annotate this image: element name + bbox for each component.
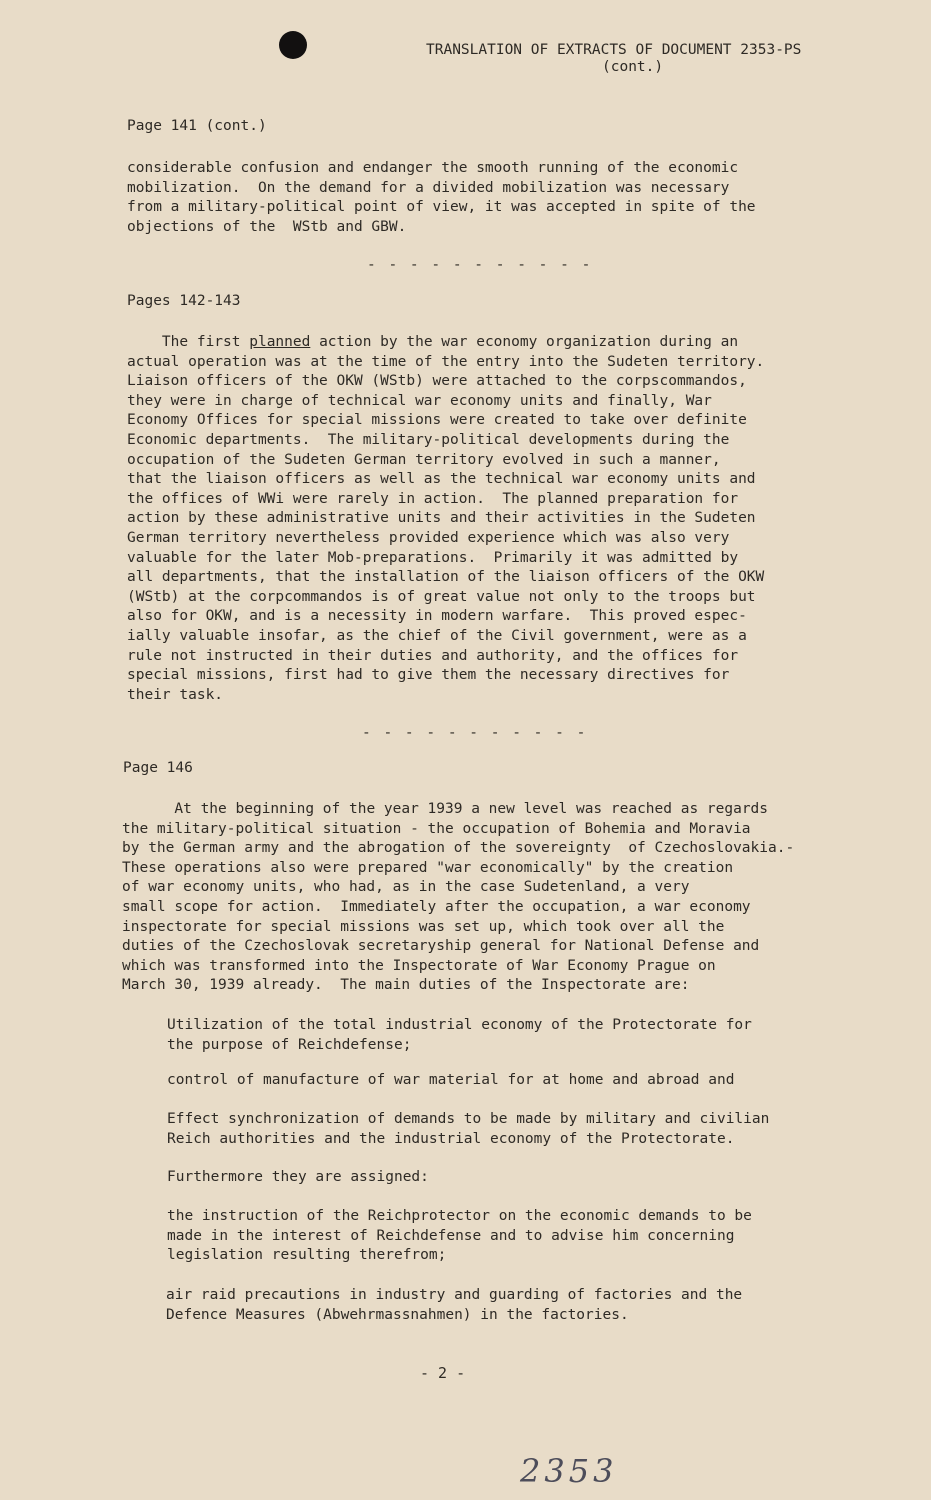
duty-item-3: Effect synchronization of demands to be made by military and civilian Reich authorities and the industrial economy of the Protectorate.: [167, 1111, 770, 1147]
duty-item-5: the instruction of the Reichprotector on the economic demands to be made in the interest of Reichdefense and to advise him concerning legislation resulting therefrom;: [167, 1208, 752, 1264]
page-146-heading: Page 146: [123, 760, 193, 776]
header-title: TRANSLATION OF EXTRACTS OF DOCUMENT 2353-PS: [426, 42, 802, 58]
handwritten-document-number: 2353: [520, 1452, 618, 1490]
page-142-body: action by the war economy organization during an actual operation was at the time of the entry into the Sudeten territory. Liaison officers of the OKW (WStb) were attached to the corpscommandos, they were in charge of technical war economy units and finally, War Economy Offices for special missions were created to take over definite Economic departments. The military-political developments during the occupation of the Sudeten German territory evolved in such a manner, that the liaison officers as well as the technical war economy units and the offices of WWi were rarely in action. The planned preparation for action by these administrative units and their activities in the Sudeten German territory nevertheless provided experience which was also very valuable for the later Mob-preparations. Primarily it was admitted by all departments, that the installation of the liaison officers of the OKW (WStb) at the corpcommandos is of great value not only to the troops but also for OKW, and is a necessity in modern warfare. This proved espec- ially valuable insofar, as the chief of the Civil government, were as a rule not instructed in their duties and authority, and the offices for special missions, first had to give them the necessary directives for their task.: [127, 334, 765, 703]
duty-item-6: air raid precautions in industry and guarding of factories and the Defence Measures (Abwehrmassnahmen) in the factories.: [166, 1287, 743, 1323]
page-number: - 2 -: [420, 1364, 466, 1382]
document-header: [426, 42, 866, 76]
page-141-heading: Page 141 (cont.): [127, 118, 267, 134]
page-141-text: considerable confusion and endanger the smooth running of the economic mobilization. On the demand for a divided mobilization was necessary from a military-political point of view, it was accepted in spite of the objections of the WStb and GBW.: [127, 160, 756, 235]
page-142-lead: The first: [127, 334, 250, 350]
page-142-heading: Pages 142-143: [127, 293, 241, 309]
underlined-word: planned: [249, 334, 311, 350]
page-146-text: At the beginning of the year 1939 a new level was reached as regards the military-political situation - the occupation of Bohemia and Moravia by the German army and the abrogation of the sovereignty of Czechoslovakia.- These operations also were prepared "war economically" by the creation of war economy units, who had, as in the case Sudetenland, a very small scope for action. Immediately after the occupation, a war economy inspectorate for special missions was set up, which took over all the duties of the Czechoslovak secretaryship general for National Defense and which was transformed into the Inspectorate of War Economy Prague on March 30, 1939 already. The main duties of the Inspectorate are:: [122, 801, 795, 994]
duty-item-4: Furthermore they are assigned:: [167, 1169, 429, 1185]
punch-hole: [279, 31, 307, 59]
page-142-text: [127, 333, 764, 705]
header-cont: (cont.): [602, 59, 664, 75]
duty-item-1: Utilization of the total industrial economy of the Protectorate for the purpose of Reichdefense;: [167, 1017, 752, 1053]
duty-item-2: control of manufacture of war material for at home and abroad and: [167, 1072, 735, 1088]
divider-1: - - - - - - - - - - -: [367, 257, 593, 273]
divider-2: - - - - - - - - - - -: [362, 725, 588, 741]
